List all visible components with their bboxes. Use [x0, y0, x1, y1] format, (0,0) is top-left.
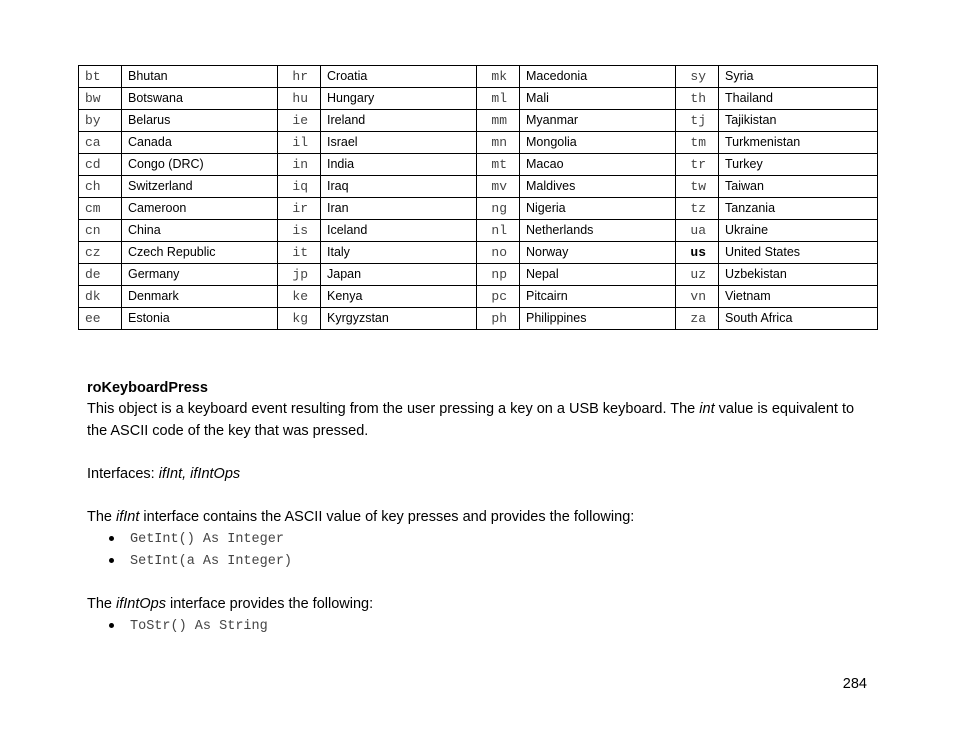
country-name-cell: Iran	[321, 198, 477, 220]
country-name-cell: Iceland	[321, 220, 477, 242]
country-name-cell: Kenya	[321, 286, 477, 308]
country-name-cell: Japan	[321, 264, 477, 286]
intro-paragraph	[87, 398, 867, 442]
country-name-cell: Estonia	[122, 308, 278, 330]
country-name-cell: Taiwan	[719, 176, 878, 198]
table-row	[79, 154, 878, 176]
country-code-cell: nl	[477, 220, 520, 242]
table-row	[79, 110, 878, 132]
country-name-cell: Turkmenistan	[719, 132, 878, 154]
ifintops-text-end: interface provides the following:	[165, 596, 374, 612]
country-name-cell: Bhutan	[122, 66, 278, 88]
section-title: roKeyboardPress	[87, 380, 208, 396]
country-name-cell: Canada	[122, 132, 278, 154]
country-name-cell: Belarus	[122, 110, 278, 132]
country-code-cell: mv	[477, 176, 520, 198]
country-code-cell: za	[676, 308, 719, 330]
table-row	[79, 220, 878, 242]
country-name-cell: Macedonia	[520, 66, 676, 88]
country-code-cell: ml	[477, 88, 520, 110]
country-name-cell: Cameroon	[122, 198, 278, 220]
country-name-cell: Pitcairn	[520, 286, 676, 308]
country-name-cell: Hungary	[321, 88, 477, 110]
country-code-cell: mk	[477, 66, 520, 88]
country-code-cell: cz	[79, 242, 122, 264]
table-row	[79, 198, 878, 220]
country-code-cell: ee	[79, 308, 122, 330]
interfaces-list: ifInt, ifIntOps	[158, 466, 241, 482]
table-row	[79, 242, 878, 264]
ifintops-method-list	[87, 615, 867, 637]
ifint-text-end: interface contains the ASCII value of key presses and provides the following:	[139, 509, 635, 525]
country-name-cell: Croatia	[321, 66, 477, 88]
method-signature: SetInt(a As Integer)	[130, 554, 293, 569]
country-code-cell: hu	[278, 88, 321, 110]
country-code-rows	[79, 66, 878, 330]
country-name-cell: Congo (DRC)	[122, 154, 278, 176]
ifint-text: The	[87, 509, 117, 525]
country-name-cell: China	[122, 220, 278, 242]
country-code-cell: bw	[79, 88, 122, 110]
list-item	[109, 528, 867, 550]
table-row	[79, 66, 878, 88]
country-name-cell: Kyrgyzstan	[321, 308, 477, 330]
ifintops-description	[87, 593, 867, 615]
table-row	[79, 176, 878, 198]
country-code-cell: iq	[278, 176, 321, 198]
country-code-cell: ca	[79, 132, 122, 154]
intro-text: This object is a keyboard event resulting from the user pressing a key on a USB keyboard. The	[87, 401, 700, 417]
country-code-cell: mt	[477, 154, 520, 176]
country-name-cell: Netherlands	[520, 220, 676, 242]
country-code-cell: in	[278, 154, 321, 176]
country-name-cell: Turkey	[719, 154, 878, 176]
country-code-cell: tr	[676, 154, 719, 176]
country-code-cell: cd	[79, 154, 122, 176]
interfaces-label: Interfaces:	[87, 466, 159, 482]
country-code-cell: tm	[676, 132, 719, 154]
country-name-cell: Tanzania	[719, 198, 878, 220]
table-row	[79, 286, 878, 308]
country-name-cell: Ireland	[321, 110, 477, 132]
intro-text-end: value is equivalent to the ASCII code of the key that was pressed.	[87, 401, 855, 439]
country-code-cell: tw	[676, 176, 719, 198]
country-code-cell: jp	[278, 264, 321, 286]
country-code-cell: ua	[676, 220, 719, 242]
country-name-cell: Nigeria	[520, 198, 676, 220]
country-name-cell: Maldives	[520, 176, 676, 198]
ifintops-term: ifIntOps	[116, 596, 166, 612]
country-code-cell: de	[79, 264, 122, 286]
country-code-cell: cn	[79, 220, 122, 242]
country-code-cell: dk	[79, 286, 122, 308]
country-code-cell: is	[278, 220, 321, 242]
ifint-description	[87, 506, 867, 528]
country-name-cell: Vietnam	[719, 286, 878, 308]
country-code-cell: hr	[278, 66, 321, 88]
country-name-cell: Germany	[122, 264, 278, 286]
intro-int-term: int	[699, 401, 715, 417]
country-code-cell: no	[477, 242, 520, 264]
country-name-cell: Denmark	[122, 286, 278, 308]
country-name-cell: Mongolia	[520, 132, 676, 154]
country-code-cell: pc	[477, 286, 520, 308]
country-code-cell: vn	[676, 286, 719, 308]
list-item	[109, 615, 867, 637]
country-code-cell: uz	[676, 264, 719, 286]
table-row	[79, 88, 878, 110]
country-code-cell: ke	[278, 286, 321, 308]
country-code-cell: tj	[676, 110, 719, 132]
ifint-method-list	[87, 528, 867, 572]
list-item	[109, 550, 867, 572]
country-code-cell: by	[79, 110, 122, 132]
section-rokeyboardpress	[87, 378, 867, 637]
country-name-cell: Tajikistan	[719, 110, 878, 132]
country-name-cell: Macao	[520, 154, 676, 176]
country-code-cell: kg	[278, 308, 321, 330]
ifint-term: ifInt	[116, 509, 140, 525]
country-code-cell: ir	[278, 198, 321, 220]
country-code-cell: ng	[477, 198, 520, 220]
country-name-cell: South Africa	[719, 308, 878, 330]
method-signature: ToStr() As String	[130, 619, 268, 634]
country-name-cell: Norway	[520, 242, 676, 264]
country-name-cell: Ukraine	[719, 220, 878, 242]
country-name-cell: Iraq	[321, 176, 477, 198]
country-name-cell: Thailand	[719, 88, 878, 110]
country-name-cell: Israel	[321, 132, 477, 154]
country-name-cell: Myanmar	[520, 110, 676, 132]
country-code-cell: ie	[278, 110, 321, 132]
country-code-cell: np	[477, 264, 520, 286]
ifintops-text: The	[87, 596, 117, 612]
country-name-cell: United States	[719, 242, 878, 264]
country-code-cell: mn	[477, 132, 520, 154]
table-row	[79, 132, 878, 154]
table-row	[79, 308, 878, 330]
country-code-cell: ph	[477, 308, 520, 330]
country-name-cell: Czech Republic	[122, 242, 278, 264]
country-name-cell: Syria	[719, 66, 878, 88]
country-name-cell: Philippines	[520, 308, 676, 330]
country-code-cell: tz	[676, 198, 719, 220]
country-code-cell: il	[278, 132, 321, 154]
country-code-cell: sy	[676, 66, 719, 88]
country-name-cell: Italy	[321, 242, 477, 264]
page-number: 284	[842, 676, 867, 692]
country-code-cell: it	[278, 242, 321, 264]
country-code-cell: us	[676, 242, 719, 264]
country-name-cell: Mali	[520, 88, 676, 110]
country-name-cell: Switzerland	[122, 176, 278, 198]
country-name-cell: Uzbekistan	[719, 264, 878, 286]
country-code-cell: ch	[79, 176, 122, 198]
country-code-cell: bt	[79, 66, 122, 88]
interfaces-line	[87, 463, 867, 485]
table-row	[79, 264, 878, 286]
country-name-cell: India	[321, 154, 477, 176]
country-code-cell: cm	[79, 198, 122, 220]
country-name-cell: Nepal	[520, 264, 676, 286]
method-signature: GetInt() As Integer	[130, 532, 284, 547]
country-code-cell: th	[676, 88, 719, 110]
country-code-table	[78, 65, 878, 330]
country-code-cell: mm	[477, 110, 520, 132]
country-name-cell: Botswana	[122, 88, 278, 110]
